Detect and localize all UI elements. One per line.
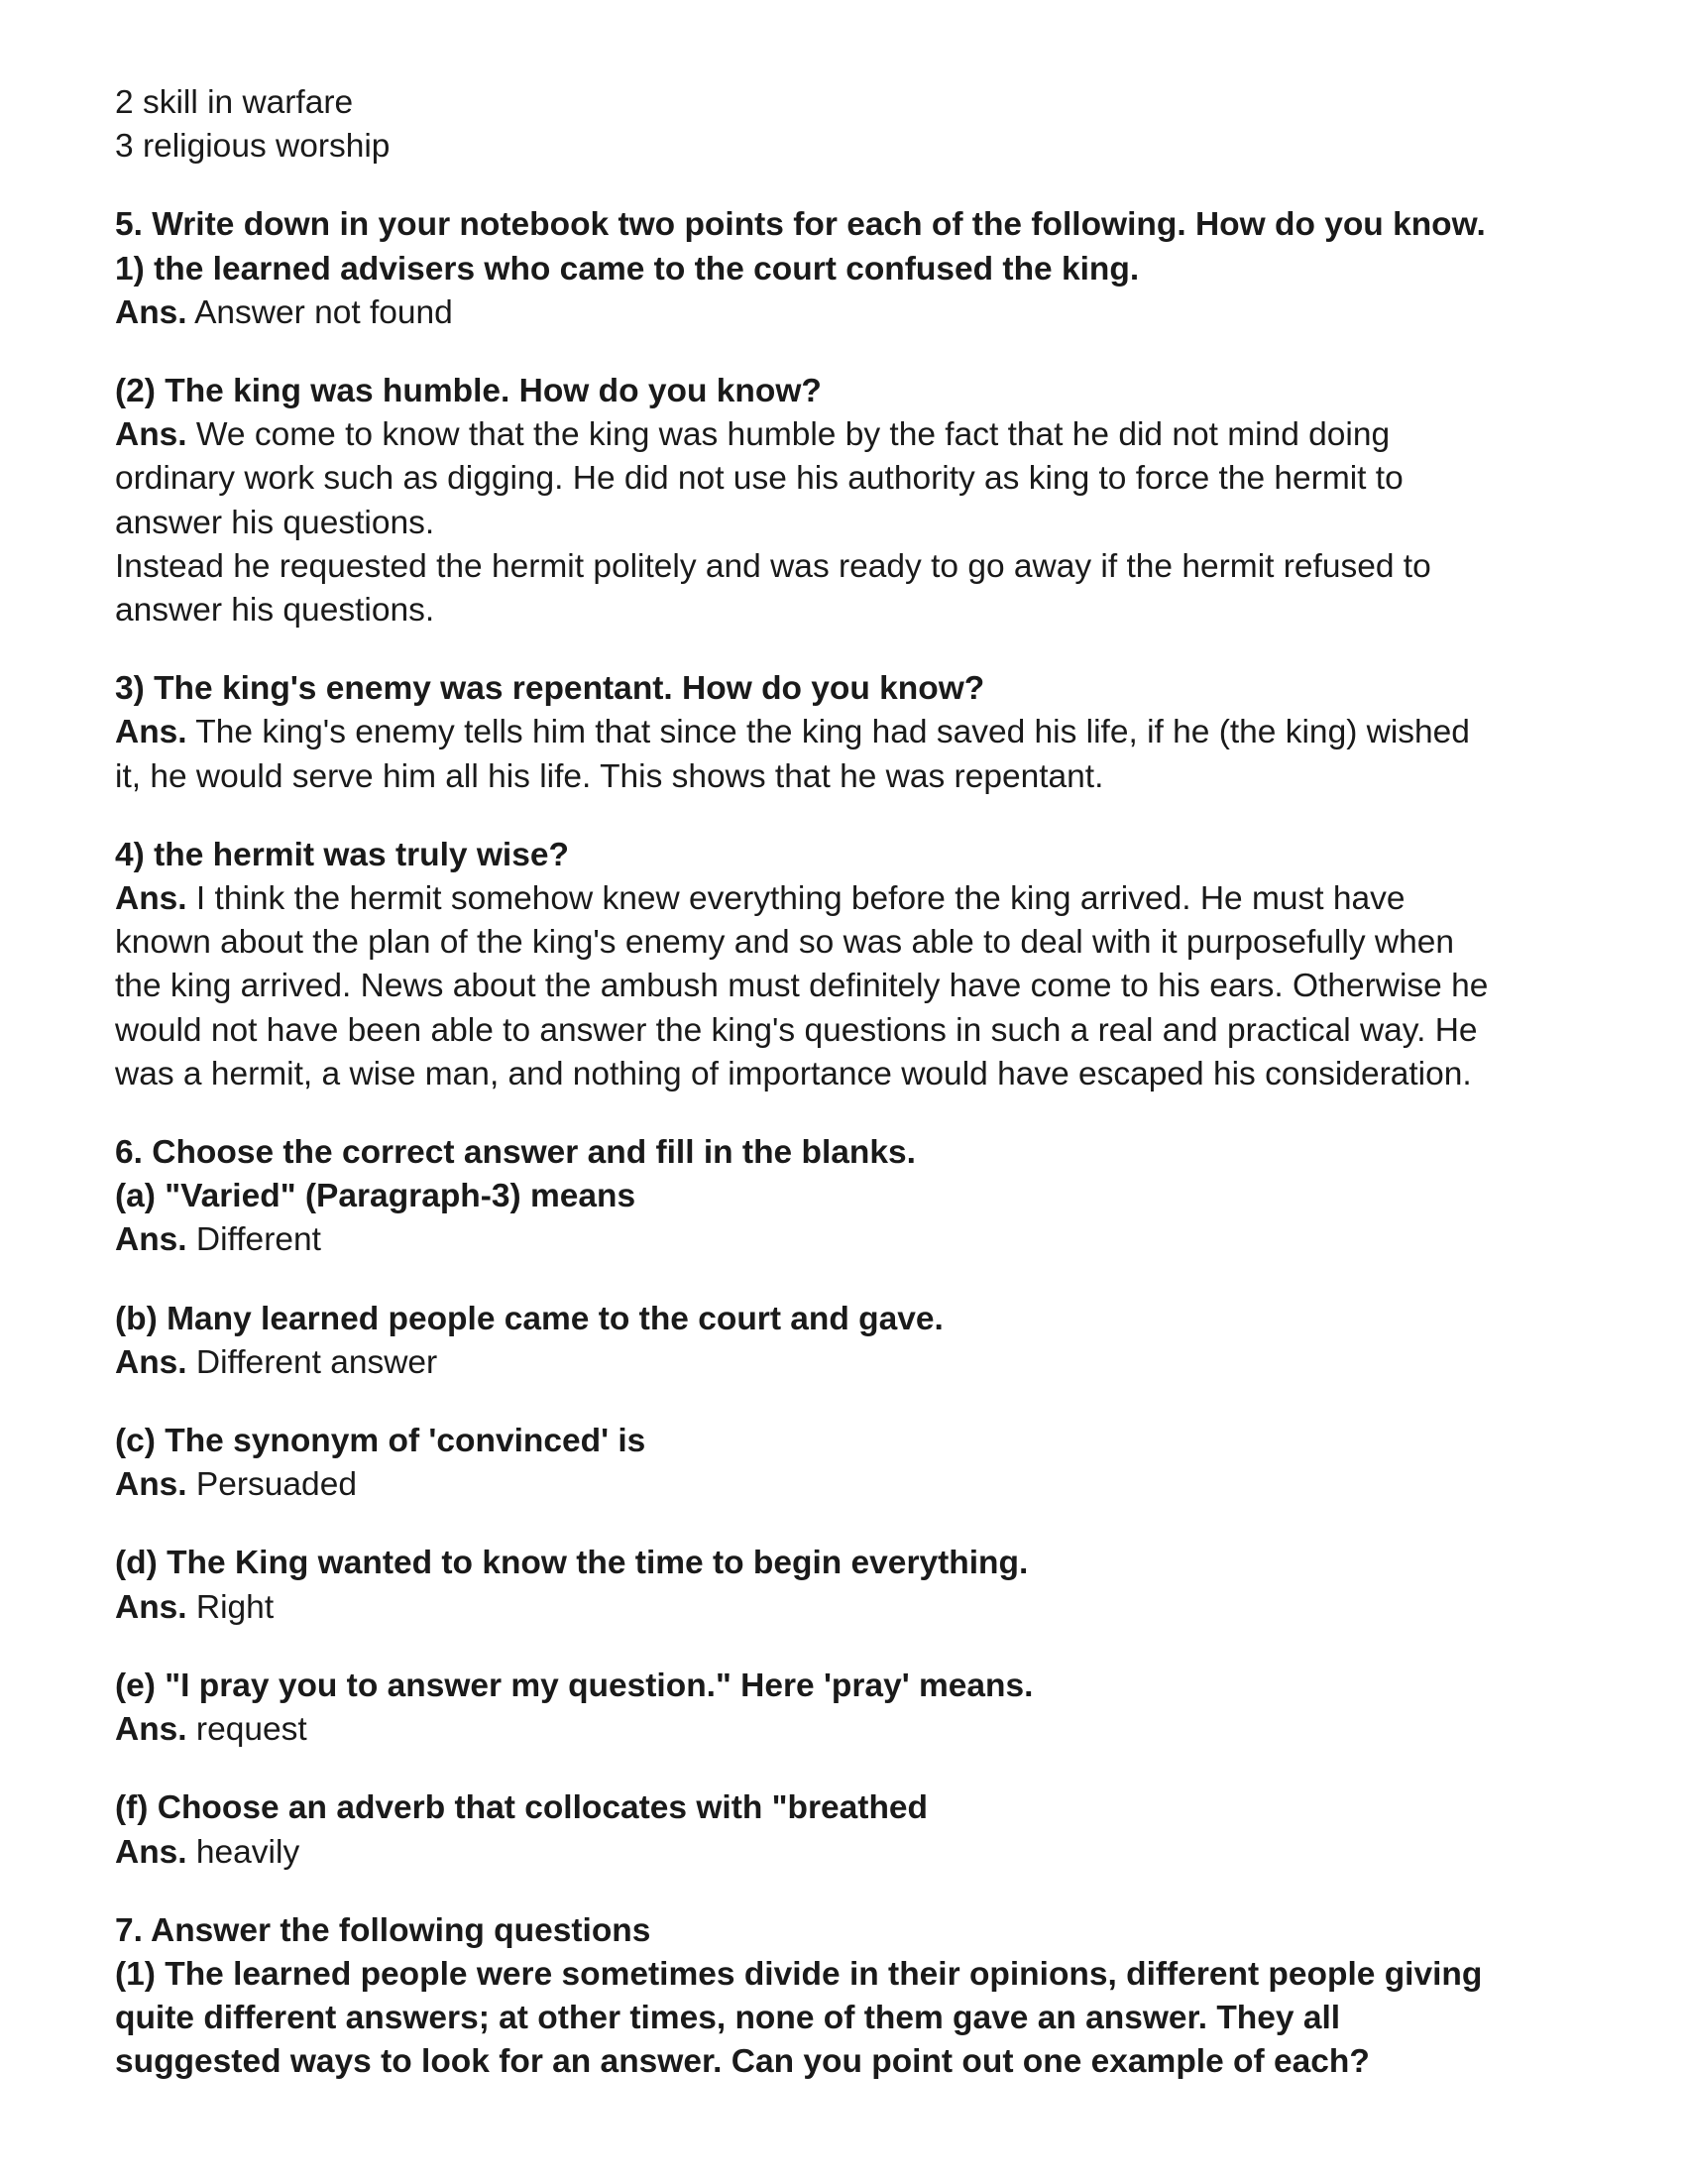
answer-text: We come to know that the king was humble by the fact that he did not mind doing xyxy=(186,416,1391,454)
q5-item-1-answer xyxy=(115,291,1582,335)
answer-label: Ans. xyxy=(115,416,187,454)
q5-item-2-question: (2) The king was humble. How do you know? xyxy=(115,373,822,410)
answer-label: Ans. xyxy=(115,880,187,918)
answer-line: answer his questions. xyxy=(115,592,435,630)
q7-question-line: quite different answers; at other times, none of them gave an answer. They all xyxy=(115,2000,1341,2037)
answer-text: request xyxy=(186,1711,307,1749)
q6-item-d-answer xyxy=(115,1586,1582,1630)
q6-item-b-question: (b) Many learned people came to the court and gave. xyxy=(115,1300,944,1337)
q6-item-f-answer xyxy=(115,1831,1582,1875)
q6-heading: 6. Choose the correct answer and fill in the blanks. xyxy=(115,1134,916,1172)
answer-label: Ans. xyxy=(115,293,187,331)
answer-line: was a hermit, a wise man, and nothing of importance would have escaped his consideration. xyxy=(115,1055,1472,1092)
q6-item-f-question: (f) Choose an adverb that collocates with "breathed xyxy=(115,1789,929,1827)
answer-label: Ans. xyxy=(115,1221,187,1259)
q6-item-e-question: (e) "I pray you to answer my question." Here 'pray' means. xyxy=(115,1667,1034,1704)
q5-item-1-question: 1) the learned advisers who came to the court confused the king. xyxy=(115,250,1140,287)
answer-line: known about the plan of the king's enemy and so was able to deal with it purposefully when xyxy=(115,924,1454,962)
answer-label: Ans. xyxy=(115,714,187,751)
q5-item-4-question: 4) the hermit was truly wise? xyxy=(115,836,569,873)
answer-text: I think the hermit somehow knew everything before the king arrived. He must have xyxy=(186,880,1406,918)
answer-line: would not have been able to answer the king's questions in such a real and practical way. He xyxy=(115,1011,1478,1049)
intro-line-2: 3 religious worship xyxy=(115,128,391,166)
q6-item-c-question: (c) The synonym of 'convinced' is xyxy=(115,1423,646,1460)
q5-item-3-question: 3) The king's enemy was repentant. How do you know? xyxy=(115,670,985,708)
answer-text: Different answer xyxy=(186,1343,438,1381)
answer-label: Ans. xyxy=(115,1343,187,1381)
intro-line-1: 2 skill in warfare xyxy=(115,84,354,121)
answer-line: Instead he requested the hermit politely and was ready to go away if the hermit refused to xyxy=(115,547,1431,585)
answer-text: Answer not found xyxy=(186,293,453,331)
answer-text: Persuaded xyxy=(186,1466,357,1504)
answer-line: ordinary work such as digging. He did not use his authority as king to force the hermit to xyxy=(115,460,1404,498)
q7-question-line: suggested ways to look for an answer. Can you point out one example of each? xyxy=(115,2043,1370,2081)
q7-question-line: (1) The learned people were sometimes divide in their opinions, different people giving xyxy=(115,1955,1483,1993)
answer-label: Ans. xyxy=(115,1588,187,1626)
answer-label: Ans. xyxy=(115,1466,187,1504)
answer-text: Right xyxy=(186,1588,275,1626)
q5-item-2-answer xyxy=(115,413,1582,457)
q6-item-b-answer xyxy=(115,1341,1582,1385)
answer-line: the king arrived. News about the ambush must definitely have come to his ears. Otherwise he xyxy=(115,968,1489,1005)
answer-line: it, he would serve him all his life. This shows that he was repentant. xyxy=(115,757,1104,795)
q6-item-a-question: (a) "Varied" (Paragraph-3) means xyxy=(115,1178,636,1215)
document-page xyxy=(115,81,1582,2085)
answer-text: heavily xyxy=(186,1833,300,1871)
q6-item-a-answer xyxy=(115,1218,1582,1262)
answer-label: Ans. xyxy=(115,1833,187,1871)
q7-heading: 7. Answer the following questions xyxy=(115,1911,651,1949)
answer-text: The king's enemy tells him that since the king had saved his life, if he (the king) wished xyxy=(186,714,1470,751)
q6-item-d-question: (d) The King wanted to know the time to begin everything. xyxy=(115,1545,1029,1582)
answer-line: answer his questions. xyxy=(115,504,435,541)
answer-text: Different xyxy=(186,1221,321,1259)
answer-label: Ans. xyxy=(115,1711,187,1749)
q6-item-e-answer xyxy=(115,1708,1582,1752)
q6-item-c-answer xyxy=(115,1463,1582,1507)
q5-item-3-answer xyxy=(115,711,1582,754)
q5-heading: 5. Write down in your notebook two points for each of the following. How do you know. xyxy=(115,206,1486,244)
q5-item-4-answer xyxy=(115,877,1582,921)
